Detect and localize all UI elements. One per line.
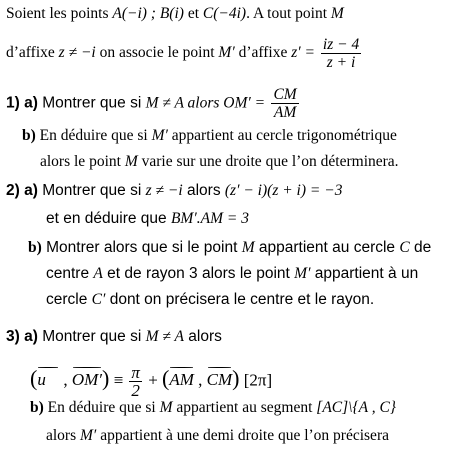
q2-a-line-2	[46, 209, 249, 229]
q2-b-line-1	[28, 238, 431, 258]
question-number-2: 2)	[6, 182, 20, 199]
q3-b-line-2	[46, 426, 389, 446]
question-text: alors	[46, 427, 81, 444]
fraction-numerator: π	[131, 363, 140, 382]
equiv-sign: ≡	[109, 370, 128, 390]
q3-b-line-1	[30, 398, 396, 418]
q2-b-line-2	[46, 264, 418, 284]
question-text: appartient à un	[310, 265, 419, 282]
question-text: appartient à une demi droite que l’on précisera	[96, 427, 389, 444]
vector-om-prime: OM′	[71, 370, 102, 390]
paren-open: (	[162, 365, 170, 391]
q2-a-line-1	[6, 181, 342, 201]
q1-a-line	[6, 86, 301, 121]
subquestion-b: b)	[30, 399, 44, 416]
question-text: et de rayon 3 alors le point	[102, 265, 295, 282]
intro-text: et	[183, 5, 203, 22]
math-m: M	[124, 153, 138, 170]
question-text: dont on précisera le centre et le rayon.	[105, 291, 375, 308]
question-text: alors le point	[40, 153, 125, 170]
math-m: M	[241, 239, 255, 256]
points-ab: A(−i) ; B(i)	[112, 5, 184, 22]
intro-line-2	[6, 36, 363, 71]
math-m-prime: M′	[151, 127, 168, 144]
question-text: centre	[46, 265, 94, 282]
modulo: [2π]	[239, 370, 273, 390]
point-c: C(−4i)	[202, 5, 247, 22]
fraction-denominator: z + i	[326, 54, 356, 71]
z-prime-eq: z′ =	[291, 44, 316, 62]
paren-close: )	[101, 365, 110, 391]
intro-text: . A tout point	[246, 5, 331, 22]
intro-line-1	[6, 4, 344, 24]
vector-u: u⃗	[37, 370, 60, 390]
question-text: En déduire que si	[47, 399, 160, 416]
plus-sign: +	[143, 370, 163, 390]
math-cond: M ≠ A	[145, 328, 184, 345]
intro-text: Soient les points	[6, 5, 113, 22]
condition-z: z ≠ −i	[58, 44, 96, 62]
question-text: Montrer alors que si le point	[46, 239, 242, 256]
subquestion-b: b)	[22, 127, 36, 144]
question-number-1: 1)	[6, 94, 20, 112]
question-text: Montrer que si	[42, 182, 146, 199]
cm-am-fraction	[271, 86, 298, 121]
question-text: Montrer que si	[42, 94, 146, 112]
paren-close: )	[232, 365, 240, 391]
math-m-prime: M′	[80, 427, 97, 444]
vector-cm: CM	[206, 370, 233, 390]
subquestion-b: b)	[28, 239, 42, 256]
fraction-numerator: iz − 4	[322, 36, 360, 53]
intro-text: on associe le point	[95, 44, 219, 62]
question-text: appartient au segment	[172, 399, 317, 416]
comma: ,	[59, 370, 72, 390]
math-cond: z ≠ −i	[145, 182, 183, 199]
point-m: M	[330, 5, 344, 22]
math-a: A	[93, 265, 103, 282]
question-text: Montrer que si	[42, 328, 146, 345]
fraction-denominator: 2	[131, 381, 140, 400]
fraction-denominator: AM	[273, 104, 297, 121]
question-text: et en déduire que	[46, 210, 171, 227]
q1-b-line-2	[40, 152, 399, 172]
question-text: alors	[182, 182, 225, 199]
question-text: alors	[183, 328, 222, 345]
math-m: M	[159, 399, 173, 416]
q2-b-line-3	[46, 290, 374, 310]
comma: ,	[193, 370, 207, 390]
math-bm-am: BM′.AM = 3	[170, 210, 249, 227]
math-om-prime: M ≠ A alors OM′ =	[145, 94, 266, 112]
question-text: appartient au cercle	[254, 239, 400, 256]
math-c: C	[399, 239, 410, 256]
vector-am: AM	[169, 370, 194, 390]
math-product: (z′ − i)(z + i) = −3	[224, 182, 343, 199]
math-c-prime: C′	[91, 291, 106, 308]
question-number-3: 3)	[6, 328, 20, 345]
q1-b-line-1	[22, 126, 397, 146]
q3-a-line-1	[6, 327, 222, 347]
subquestion-a: a)	[24, 94, 38, 112]
question-text: varie sur une droite que l’on déterminera.	[137, 153, 399, 170]
pi-over-two	[129, 364, 142, 399]
question-text: appartient au cercle trigonométrique	[167, 127, 397, 144]
math-m-prime: M′	[294, 265, 311, 282]
question-text: En déduire que si	[39, 127, 152, 144]
subquestion-a: a)	[24, 182, 38, 199]
point-m-prime: M′	[218, 44, 235, 62]
paren-open: (	[30, 365, 38, 391]
intro-text: d’affixe	[6, 44, 59, 62]
question-text: de	[409, 239, 432, 256]
transform-fraction	[321, 36, 361, 71]
math-segment: [AC]\{A , C}	[316, 399, 397, 416]
fraction-numerator: CM	[273, 86, 297, 103]
subquestion-a: a)	[24, 328, 38, 345]
intro-text: d’affixe	[234, 44, 292, 62]
q3-angle-equation	[30, 364, 272, 399]
question-text: cercle	[46, 291, 92, 308]
